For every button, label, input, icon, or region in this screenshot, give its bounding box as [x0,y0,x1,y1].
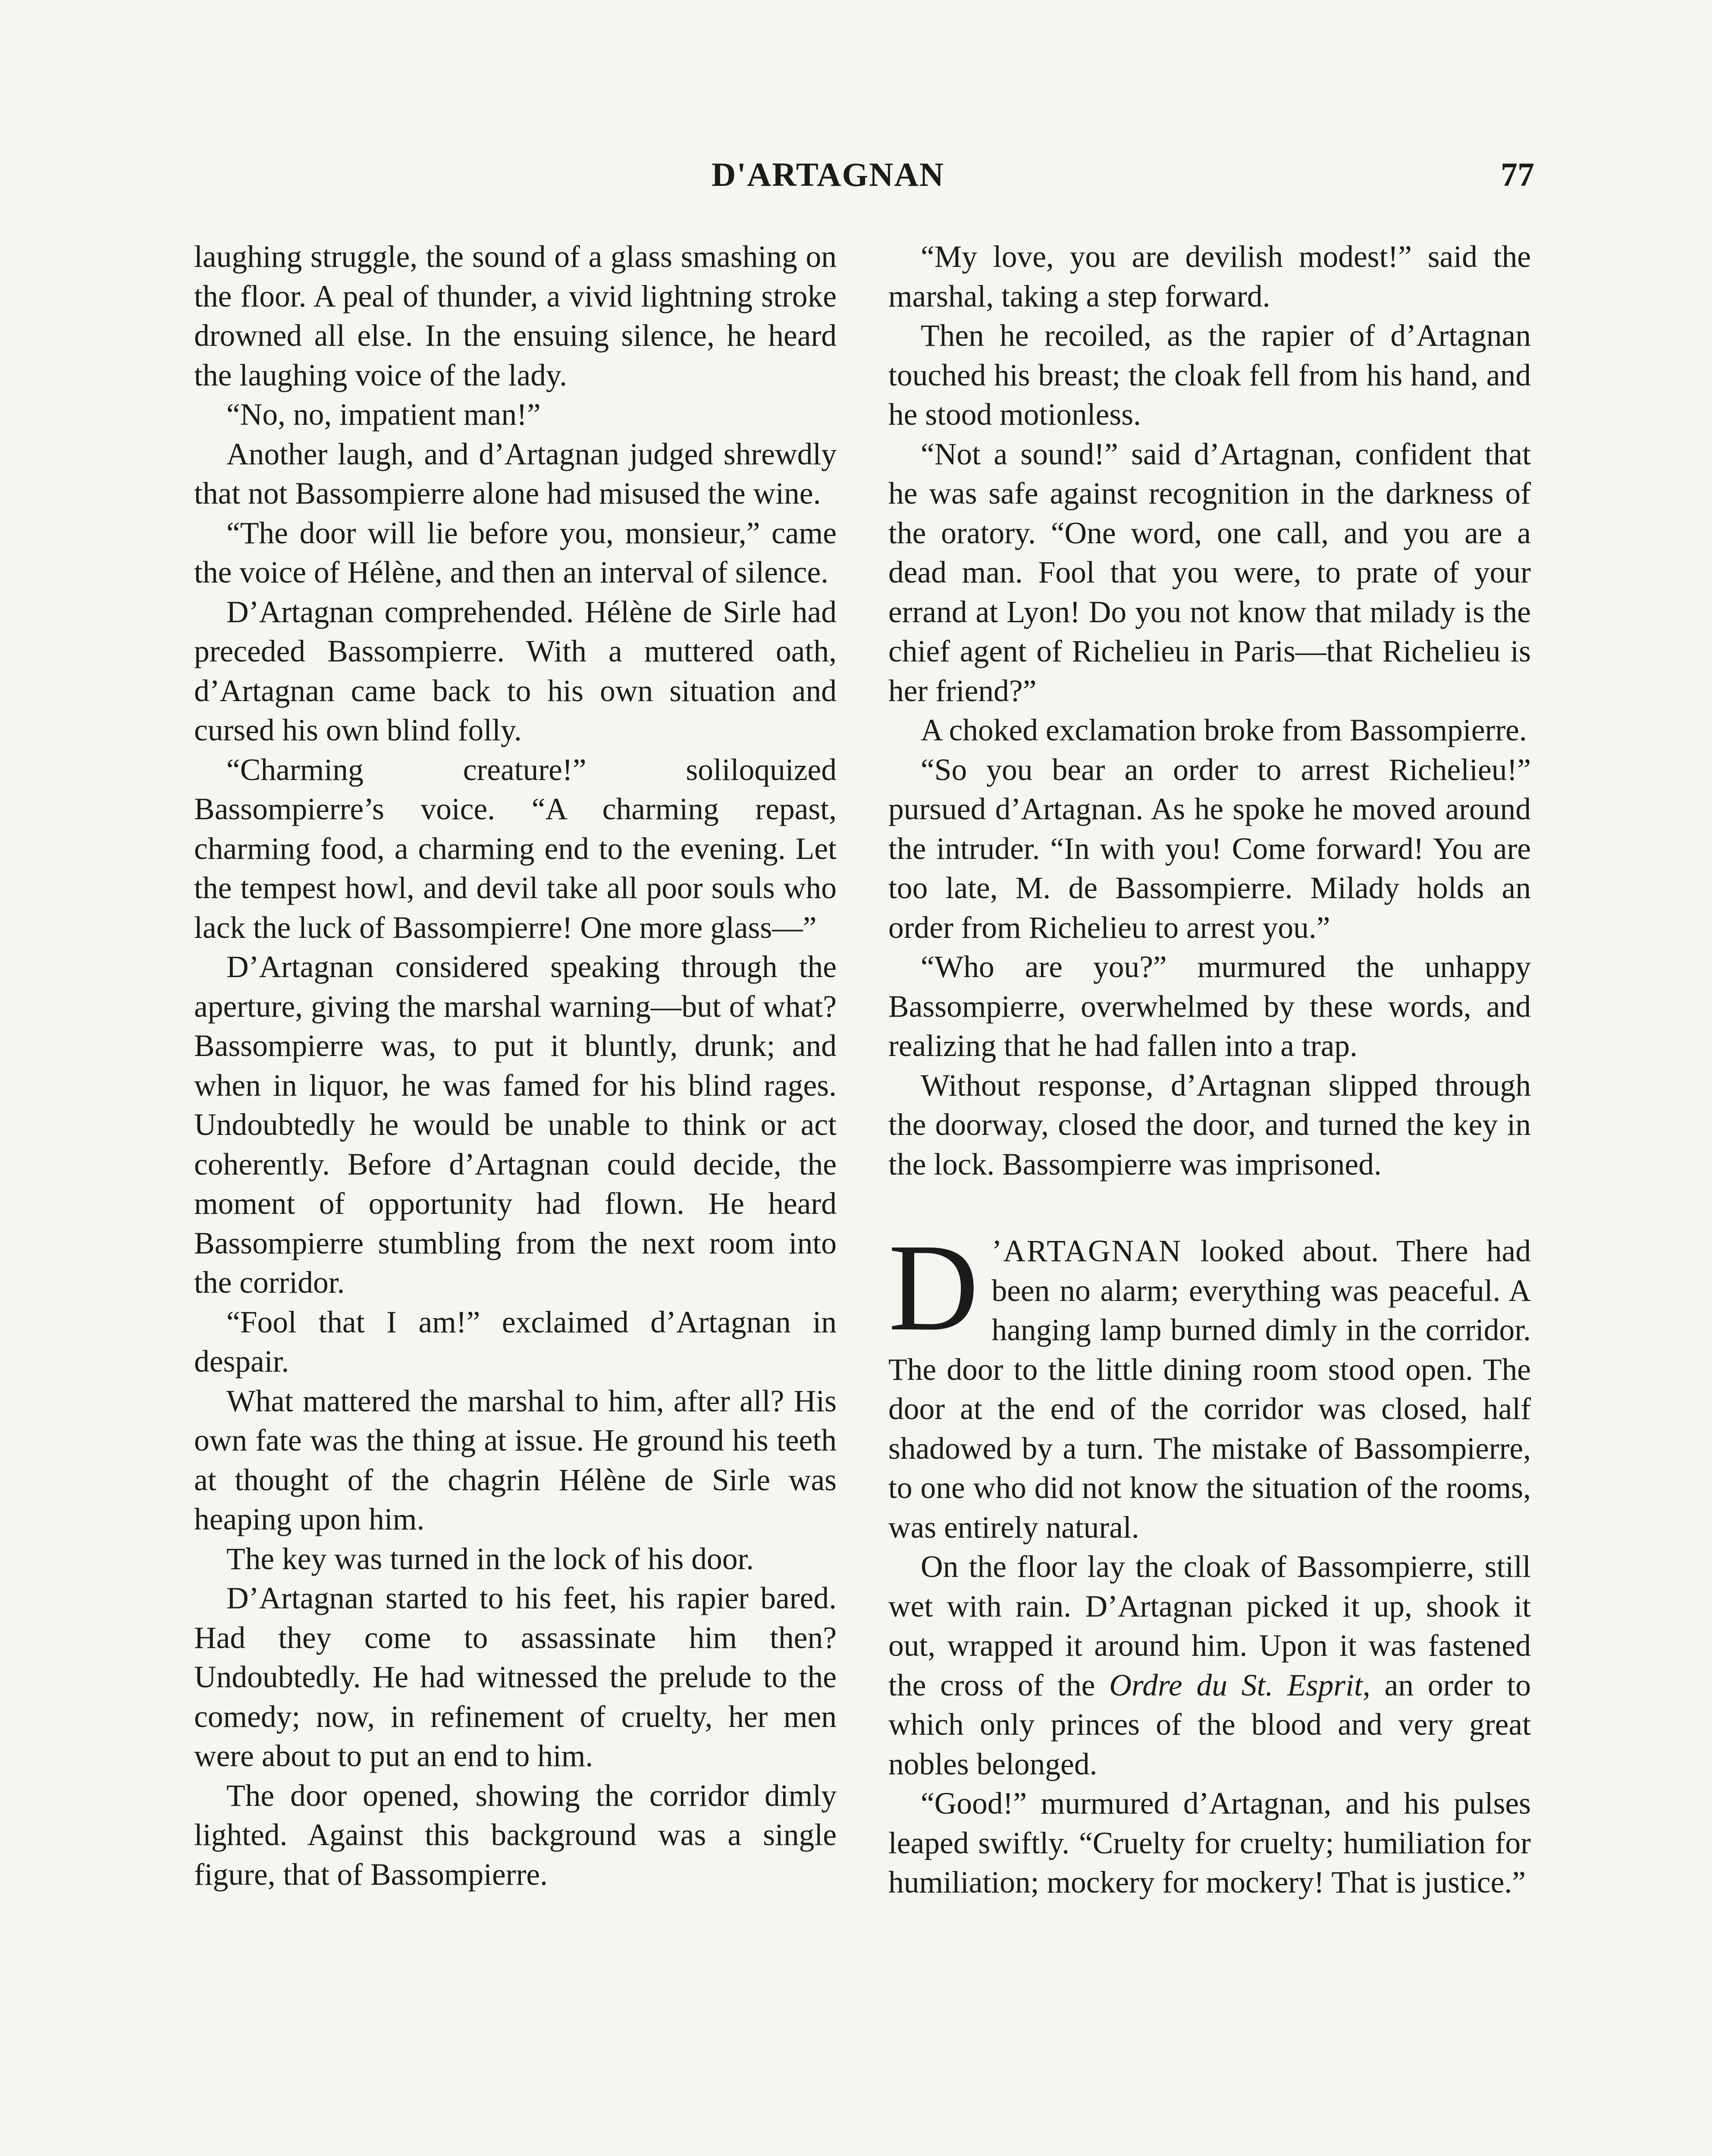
paragraph: “No, no, impatient man!” [226,398,541,432]
paragraph [888,1547,1531,1784]
paragraph: laughing struggle, the sound of a glass smashing on the floor. A peal of thunder, a vivid lightning stroke drowned all else. In the ensuing silence, he heard the laughing voice of the lady. [194,240,837,392]
paragraph: The door opened, showing the corridor dimly lighted. Against this background was a single figure, that of Bassompierre. [194,1778,837,1892]
paragraph: “My love, you are devilish modest!” said the marshal, taking a step forward. [888,240,1531,313]
paragraph: “Not a sound!” said d’Artagnan, confident that he was safe against recognition in the darkness of the oratory. “One word, one call, and you are a dead man. Fool that you were, to prate of your errand at Lyon! Do you not know that milady is the chief agent of Richelieu in Paris—that Richelieu is her friend?” [888,437,1531,708]
paragraph: D’Artagnan started to his feet, his rapier bared. Had they come to assassinate him then? Undoubtedly. He had witnessed the prelude to the comedy; now, in refinement of cruelty, her men were about to put an end to him. [194,1581,837,1773]
running-title: D'ARTAGNAN [712,156,945,193]
paragraph: “Good!” murmured d’Artagnan, and his pulses leaped swiftly. “Cruelty for cruelty; humiliation for humiliation; mockery for mockery! That is justice.” [888,1786,1531,1899]
paragraph: “Who are you?” murmured the unhappy Bassompierre, overwhelmed by these words, and realizing that he had fallen into a trap. [888,950,1531,1063]
paragraph: D’Artagnan considered speaking through the aperture, giving the marshal warning—but of what? Bassompierre was, to put it bluntly, drunk; and when in liquor, he was famed for his blind rages. Undoubtedly he would be unable to think or act coherently. Before d’Artagnan could decide, the moment of opportunity had flown. He heard Bassompierre stumbling from the next room into the corridor. [194,950,837,1300]
lead-in: ’ARTAGNAN [991,1234,1182,1268]
paragraph: The key was turned in the lock of his door. [226,1542,754,1576]
paragraph: Without response, d’Artagnan slipped through the doorway, closed the door, and turned the key in the lock. Bassompierre was imprisoned. [888,1068,1531,1181]
paragraph: “So you bear an order to arrest Richelieu!” pursued d’Artagnan. As he spoke he moved around the intruder. “In with you! Come forward! You are too late, M. de Bassompierre. Milady holds an order from Richelieu to arrest you.” [888,752,1531,945]
section-opening-paragraph [888,1218,1531,1547]
paragraph-text: , an order to which only princes of the blood and very great nobles belonged. [888,1668,1531,1781]
drop-cap: D [888,1218,979,1357]
paragraph: “Charming creature!” soliloquized Bassompierre’s voice. “A charming repast, charming food, a charming end to the evening. Let the tempest howl, and devil take all poor souls who lack the luck of Bassompierre! One more glass—” [194,752,837,945]
paragraph-text: On the floor lay the cloak of Bassompierre, still wet with rain. D’Artagnan picked it up, shook it out, wrapped it around him. Upon it was fastened the cross of the [888,1550,1531,1702]
order-name: Ordre du St. Esprit [1109,1668,1363,1702]
paragraph: “Fool that I am!” exclaimed d’Artagnan in despair. [194,1305,837,1379]
paragraph: A choked exclamation broke from Bassompierre. [921,713,1527,747]
paragraph: D’Artagnan comprehended. Hélène de Sirle had preceded Bassompierre. With a muttered oath, d’Artagnan came back to his own situation and cursed his own blind folly. [194,595,837,747]
paragraph-text: looked about. There had been no alarm; everything was peaceful. A hanging lamp burned dimly in the corridor. The door to the little dining room stood open. The door at the end of the corridor was closed, half shadowed by a turn. The mistake of Bassompierre, to one who did not know the situation of the rooms, was entirely natural. [888,1234,1531,1545]
paragraph: Another laugh, and d’Artagnan judged shrewdly that not Bassompierre alone had misused the wine. [194,437,837,511]
paragraph: What mattered the marshal to him, after all? His own fate was the thing at issue. He ground his teeth at thought of the chagrin Hélène de Sirle was heaping upon him. [194,1384,837,1536]
page-number: 77 [1501,156,1534,193]
left-column [194,237,837,1894]
page-header [712,155,1574,207]
paragraph: Then he recoiled, as the rapier of d’Artagnan touched his breast; the cloak fell from his hand, and he stood motionless. [888,319,1531,432]
paragraph: “The door will lie before you, monsieur,” came the voice of Hélène, and then an interval of silence. [194,516,837,589]
right-column [888,237,1531,1902]
